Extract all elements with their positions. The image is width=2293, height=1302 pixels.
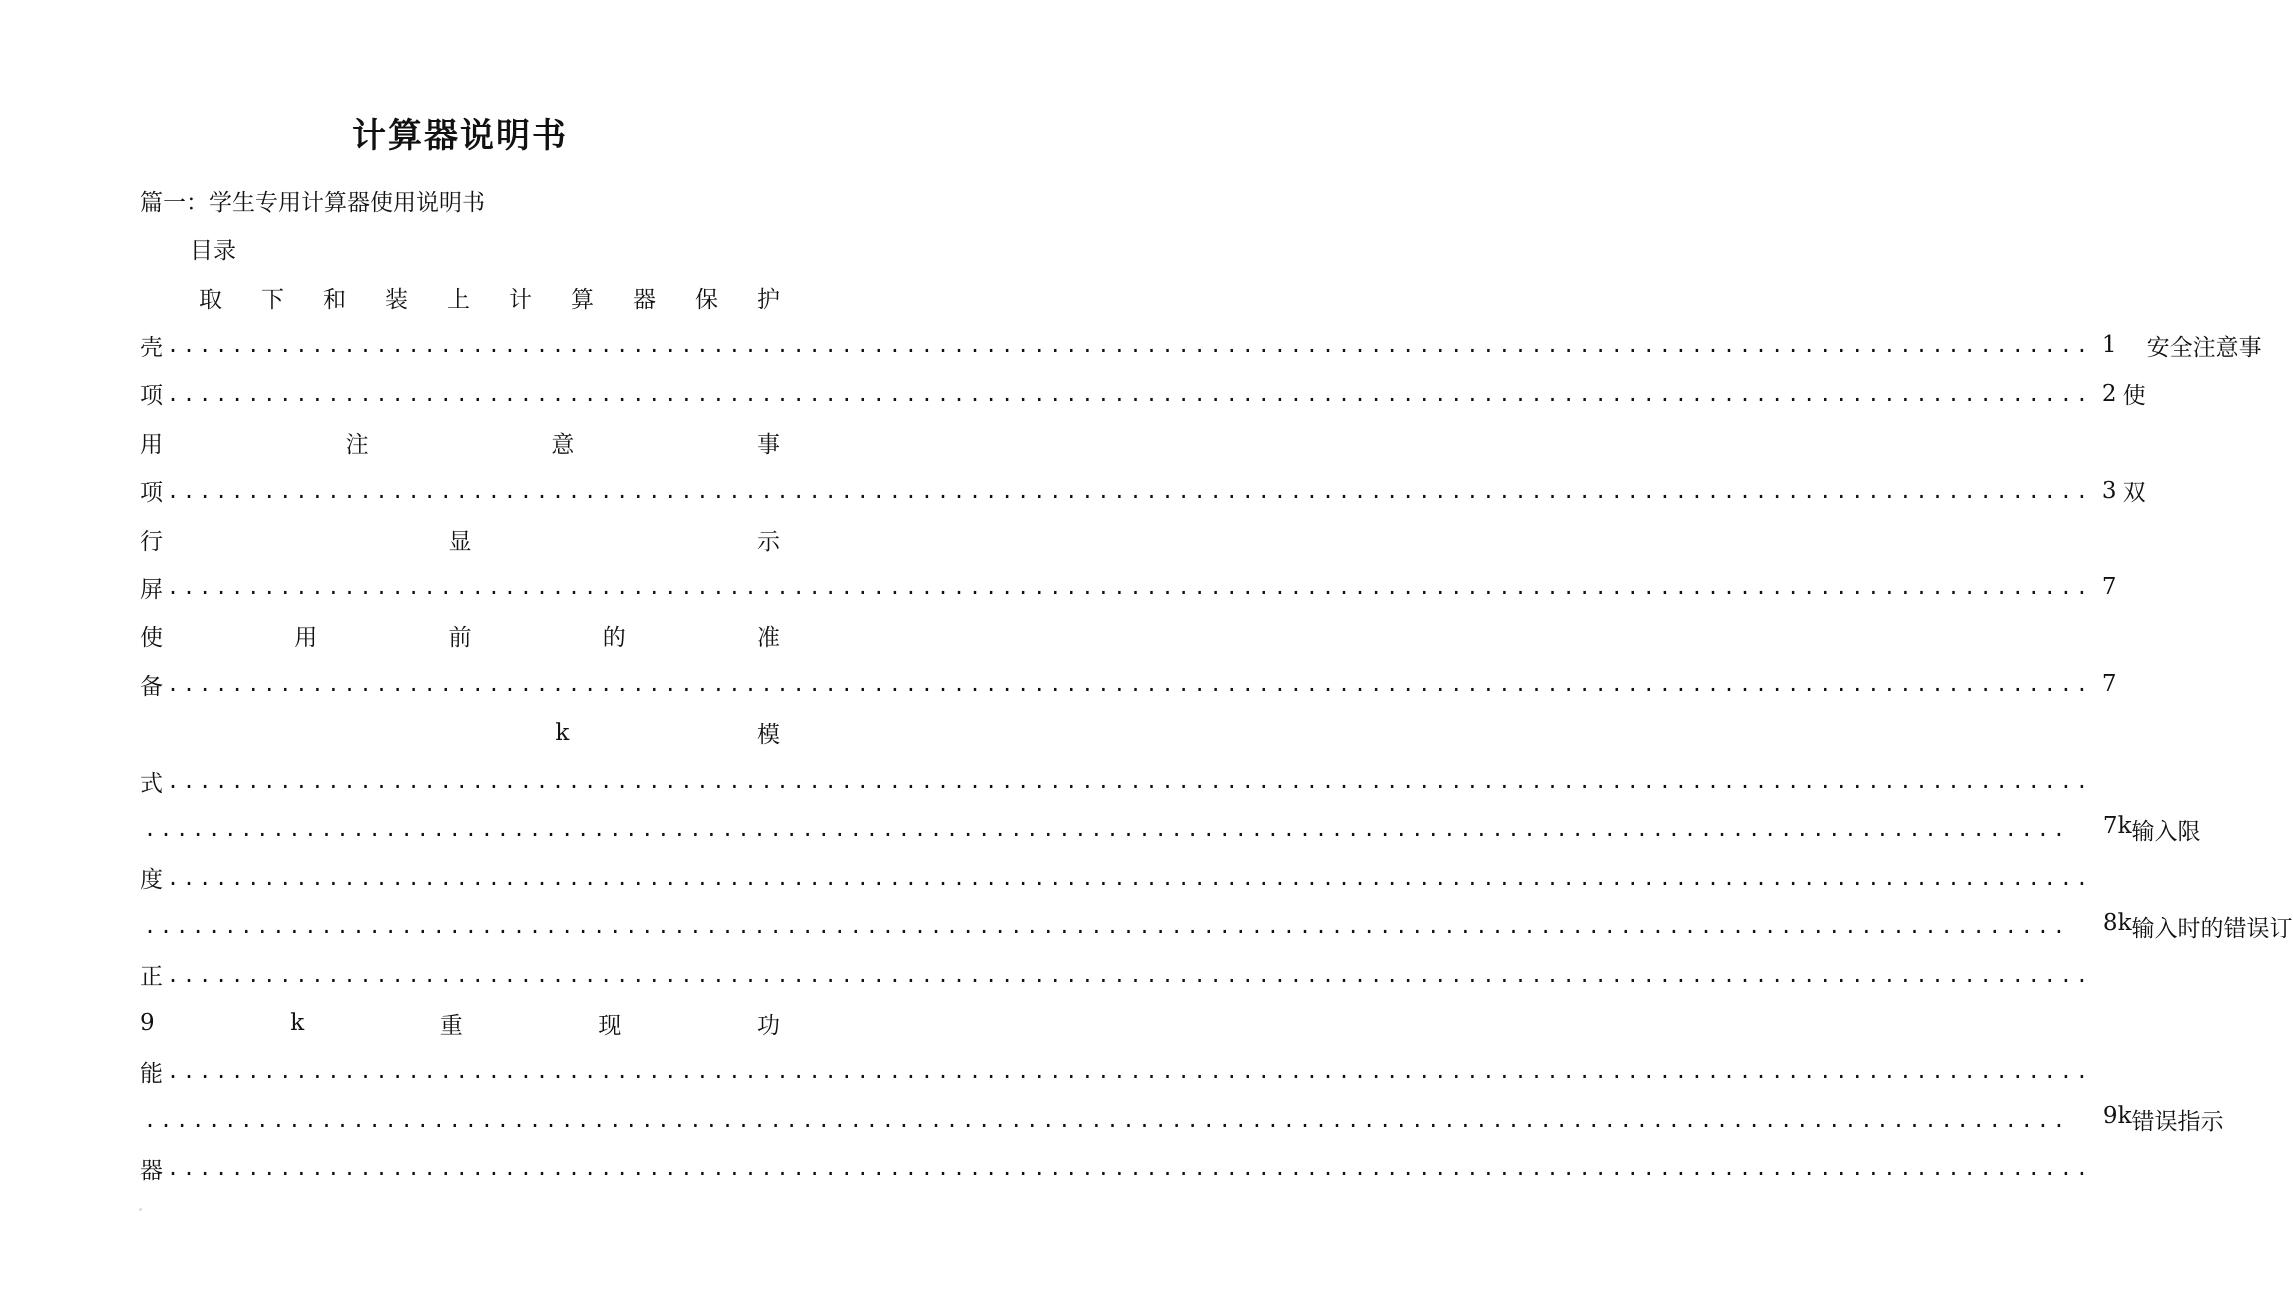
toc-char: 意 [2215,334,2239,361]
toc-line [140,425,780,459]
toc-char: 入 [2154,915,2178,942]
toc-char: 限 [2177,818,2201,845]
toc-char: 注 [345,431,369,458]
toc-char: 模 [757,722,780,749]
toc-heading: 目录 [190,238,236,264]
toc-char: 事 [756,431,780,458]
toc-char: 8 [2102,909,2118,936]
toc-entry-head: 正 [140,964,163,991]
toc-char: 装 [385,286,408,313]
toc-char: 使 [140,625,163,652]
page-mark [139,1208,142,1211]
toc-line [140,716,780,750]
toc-entry-head: 项 [140,480,163,507]
toc-char: 护 [757,286,780,313]
toc-line [140,1006,780,1040]
toc-char: 示 [2200,1109,2224,1136]
toc-char: 注 [2192,334,2216,361]
toc-char: 上 [447,286,470,313]
toc-entry-head: 项 [140,383,163,410]
toc-page-number: 7 [2101,671,2117,698]
dot-leader: ........................................................................................................................ [167,769,2092,793]
toc-line [140,812,2201,846]
toc-line [140,474,2146,508]
toc-page-number: 3 [2101,477,2117,504]
toc-line [140,1103,2224,1137]
dot-leader: ........................................................................................................................ [167,962,2092,987]
toc-char: k [2117,812,2132,839]
dot-leader: ........................................................................................................................ [167,1059,2092,1084]
toc-line [140,764,2092,798]
toc-entry-head: 屏 [140,576,163,603]
toc-entry-head: 式 [140,770,163,797]
toc-line [140,667,2117,701]
section-subtitle: 篇一：学生专用计算器使用说明书 [140,190,485,216]
toc-char: 时 [2177,915,2201,942]
toc-char: 输 [2131,818,2155,845]
toc-line [140,377,2146,411]
toc-line [140,280,780,314]
toc-entry-head: 备 [140,673,163,700]
toc-page-number: 1 [2101,332,2117,359]
toc-char: 重 [439,1012,463,1039]
toc-char: 现 [598,1012,622,1039]
toc-line [140,328,2262,362]
toc-char: k [2117,1103,2132,1130]
toc-char: 的 [2200,915,2224,942]
toc-entry-head: 器 [140,1157,163,1184]
toc-char: 9 [140,1010,155,1036]
dot-leader: ........................................................................................................................ [167,1156,2092,1181]
toc-char: 入 [2154,818,2178,845]
toc-char: 的 [602,625,626,652]
toc-char: 错 [2131,1109,2155,1136]
toc-char: 计 [509,286,532,313]
toc-char: 用 [140,431,163,458]
toc-char: 9 [2102,1103,2118,1130]
toc-line [140,1151,2092,1185]
dot-leader: ........................................................................................................................ [167,672,2092,697]
toc-char: 错 [2223,915,2247,942]
dot-leader: ........................................................................................................................ [144,914,2069,939]
toc-page-number: 7 [2101,574,2117,601]
dot-leader: ........................................................................................................................ [144,817,2069,842]
toc-line [140,522,780,556]
toc-char: 订 [2269,915,2293,942]
toc-entry-head: 能 [140,1060,163,1087]
toc-char: 输 [2131,915,2155,942]
toc-line [140,1054,2092,1088]
dot-leader: ........................................................................................................................ [167,478,2092,503]
toc-char: 用 [294,625,318,652]
toc-char: k [290,1010,305,1036]
toc-char: k [2117,909,2132,936]
toc-char: 取 [199,286,222,313]
toc-char: 安 [2146,334,2170,361]
toc-entry-head: 度 [140,867,163,894]
toc-char: 指 [2177,1109,2201,1136]
toc-char: 功 [756,1012,780,1039]
toc-line [140,570,2117,604]
dot-leader: ........................................................................................................................ [167,333,2092,358]
toc-char: 双 [2122,480,2146,507]
toc-char: 算 [571,286,594,313]
toc-char: 行 [140,528,163,555]
dot-leader: ........................................................................................................................ [144,1107,2069,1132]
toc-line [140,861,2092,895]
toc-char: 显 [448,528,472,555]
toc-entry-head: 壳 [140,334,163,361]
toc-line [140,958,2092,992]
toc-char: 示 [757,528,780,555]
toc-char: 7 [2102,812,2118,839]
toc-char: 误 [2246,915,2270,942]
toc-char: 全 [2169,334,2193,361]
dot-leader: ........................................................................................................................ [167,575,2092,600]
dot-leader: ........................................................................................................................ [167,381,2092,406]
toc-line [140,619,780,653]
toc-char: 意 [551,431,575,458]
document-title: 计算器说明书 [352,116,568,156]
toc-char: 误 [2154,1109,2178,1136]
toc-char: 使 [2122,383,2146,410]
dot-leader: ........................................................................................................................ [167,865,2092,890]
toc-char: 准 [757,625,780,652]
toc-char: 和 [323,286,346,313]
toc-char: 事 [2238,334,2262,361]
toc-line [140,909,2293,943]
toc-page-number: 2 [2101,380,2117,407]
toc-char: k [555,719,570,746]
toc-char: 器 [633,286,656,313]
toc-char: 前 [448,625,472,652]
toc-char: 下 [261,286,284,313]
toc-char: 保 [695,286,718,313]
